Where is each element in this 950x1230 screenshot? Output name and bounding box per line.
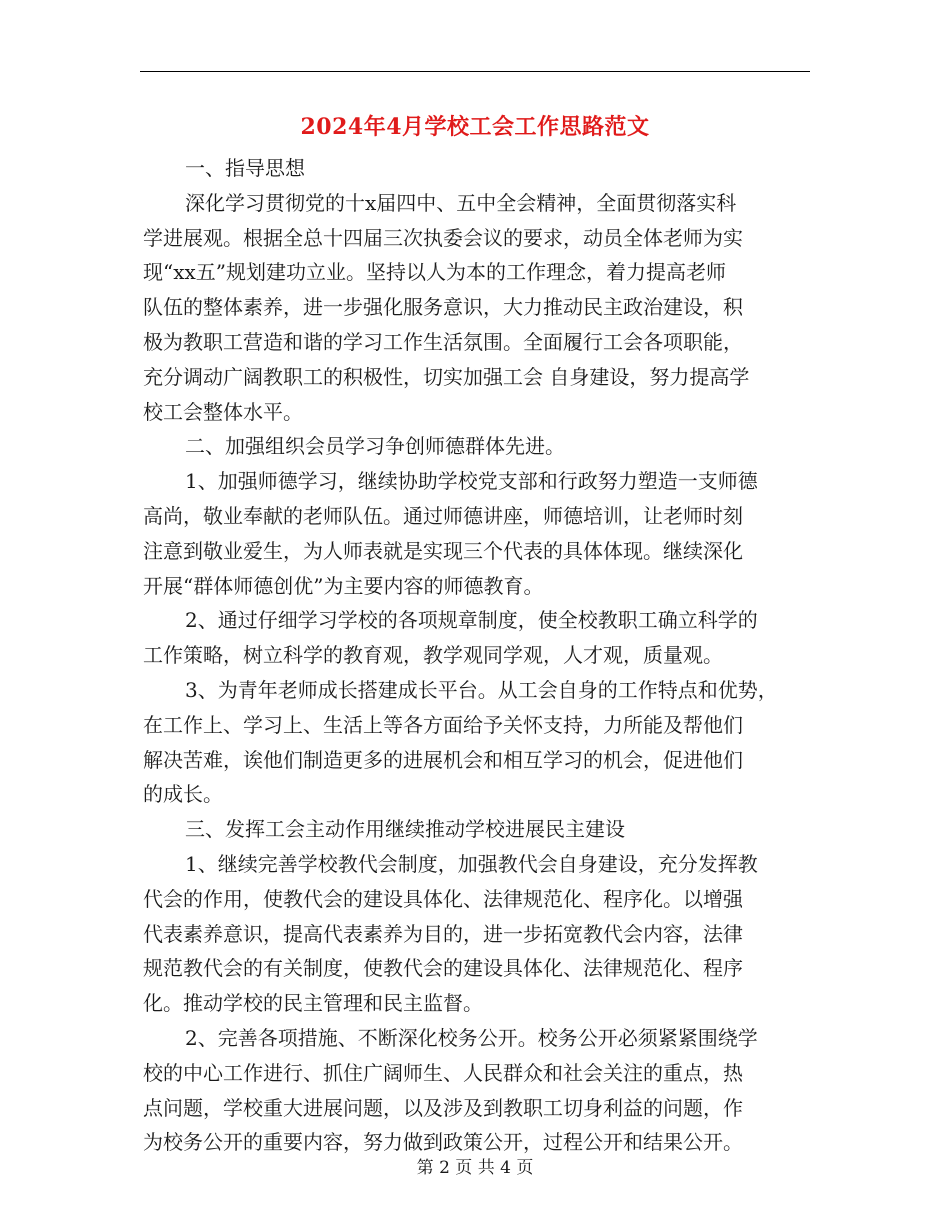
- document-title: 2024年4月学校工会工作思路范文: [300, 114, 650, 140]
- page-footer: 第 2 页 共 4 页: [416, 1158, 534, 1178]
- document-body: [143, 151, 811, 1160]
- text-line: 校的中心工作进行、抓住广阔师生、人民群众和社会关注的重点，热: [143, 1060, 743, 1085]
- text-line: 注意到敬业爱生，为人师表就是实现三个代表的具体体现。继续深化: [143, 538, 743, 563]
- text-line: 1、加强师德学习，继续协助学校党支部和行政努力塑造一支师德: [185, 469, 758, 494]
- text-line: 代会的作用，使教代会的建设具体化、法律规范化、程序化。以增强: [143, 886, 743, 911]
- text-line: 3、为青年老师成长搭建成长平台。从工会自身的工作特点和优势，: [185, 677, 778, 702]
- text-line: 1、继续完善学校教代会制度，加强教代会自身建设，充分发挥教: [185, 851, 758, 876]
- header-rule: [140, 71, 810, 72]
- text-line: 化。推动学校的民主管理和民主监督。: [143, 991, 483, 1016]
- text-line: 二、加强组织会员学习争创师德群体先进。: [185, 434, 565, 459]
- text-line: 校工会整体水平。: [143, 399, 303, 424]
- text-line: 的成长。: [143, 782, 223, 807]
- text-line: 2、完善各项措施、不断深化校务公开。校务公开必须紧紧围绕学: [185, 1025, 758, 1050]
- text-line: 为校务公开的重要内容，努力做到政策公开，过程公开和结果公开。: [143, 1130, 743, 1155]
- text-line: 深化学习贯彻党的十x届四中、五中全会精神，全面贯彻落实科: [185, 190, 737, 215]
- text-line: 规范教代会的有关制度，使教代会的建设具体化、法律规范化、程序: [143, 956, 743, 981]
- text-line: 极为教职工营造和谐的学习工作生活氛围。全面履行工会各项职能，: [143, 329, 743, 354]
- text-line: 代表素养意识，提高代表素养为目的，进一步拓宽教代会内容，法律: [143, 921, 743, 946]
- text-line: 2、通过仔细学习学校的各项规章制度，使全校教职工确立科学的: [185, 608, 758, 633]
- text-line: 开展“群体师德创优”为主要内容的师德教育。: [143, 573, 544, 598]
- text-line: 一、指导思想: [185, 156, 305, 180]
- text-line: 学进展观。根据全总十四届三次执委会议的要求，动员全体老师为实: [143, 225, 743, 250]
- text-line: 队伍的整体素养，进一步强化服务意识，大力推动民主政治建设，积: [143, 295, 743, 320]
- text-line: 高尚，敬业奉献的老师队伍。通过师德讲座，师德培训，让老师时刻: [143, 503, 743, 528]
- text-line: 在工作上、学习上、生活上等各方面给予关怀支持，力所能及帮他们: [143, 712, 743, 737]
- text-line: 解决苦难，诶他们制造更多的进展机会和相互学习的机会，促进他们: [143, 747, 743, 772]
- text-line: 三、发挥工会主动作用继续推动学校进展民主建设: [185, 817, 625, 842]
- text-line: 充分调动广阔教职工的积极性，切实加强工会 自身建设，努力提高学: [143, 364, 750, 389]
- text-line: 点问题，学校重大进展问题，以及涉及到教职工切身利益的问题，作: [143, 1095, 743, 1120]
- text-line: 工作策略，树立科学的教育观，教学观同学观，人才观，质量观。: [143, 643, 723, 668]
- text-line: 现“xx五”规划建功立业。坚持以人为本的工作理念，着力提高老师: [143, 260, 727, 285]
